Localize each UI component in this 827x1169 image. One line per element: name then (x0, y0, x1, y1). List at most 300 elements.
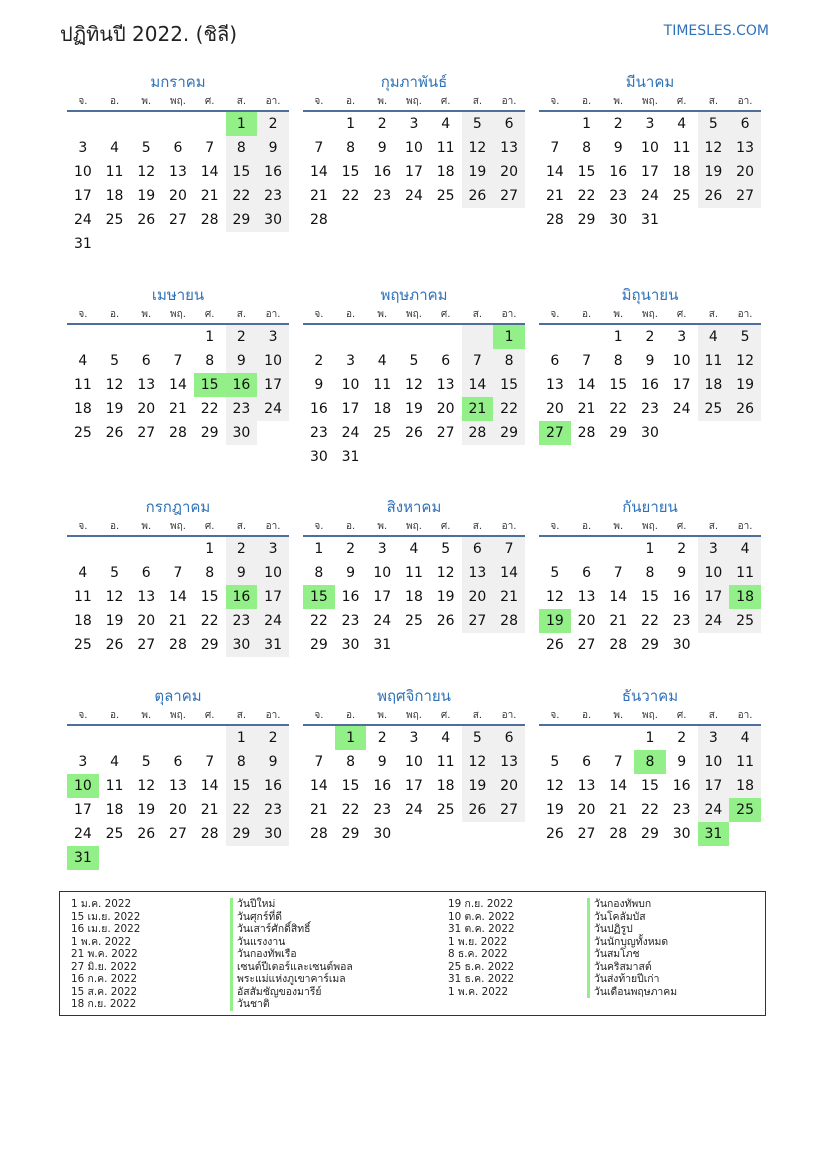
day-cell: 23 (226, 397, 258, 421)
day-cell: 8 (582, 140, 592, 156)
day-cell: 18 (729, 585, 761, 609)
day-cell: 9 (257, 750, 289, 774)
empty-cell (335, 208, 367, 232)
day-cell: 20 (493, 160, 525, 184)
day-cell: 25 (73, 637, 92, 653)
day-cell: 17 (373, 589, 392, 605)
day-cell: 24 (405, 188, 423, 204)
day-cell: 5 (141, 754, 151, 770)
weekday-label: ศ. (440, 309, 451, 320)
day-cell: 14 (200, 778, 219, 794)
day-cell: 5 (141, 140, 151, 156)
weekday-label: อ. (581, 710, 592, 721)
day-cell: 25 (698, 397, 730, 421)
day-cell: 4 (110, 754, 120, 770)
empty-cell (162, 726, 194, 750)
weekday-label: อ. (345, 309, 356, 320)
day-cell: 13 (137, 377, 156, 393)
weekday-label: จ. (78, 309, 88, 320)
day-cell: 6 (141, 353, 151, 369)
day-cell: 4 (677, 116, 687, 132)
day-cell: 22 (226, 798, 258, 822)
day-cell: 7 (550, 140, 560, 156)
day-cell: 5 (441, 541, 451, 557)
day-cell: 28 (309, 826, 328, 842)
empty-cell (462, 445, 494, 469)
day-cell: 28 (577, 425, 596, 441)
day-cell: 16 (309, 401, 328, 417)
day-cell: 9 (257, 136, 289, 160)
day-grid (67, 537, 289, 657)
day-cell: 16 (226, 585, 258, 609)
day-cell: 15 (200, 589, 219, 605)
weekday-label: อา. (265, 710, 281, 721)
day-cell: 20 (577, 802, 596, 818)
day-cell: 7 (173, 565, 183, 581)
day-cell: 19 (545, 802, 564, 818)
weekday-label: พฤ. (170, 96, 186, 107)
day-cell: 5 (409, 353, 419, 369)
weekday-label: จ. (550, 309, 560, 320)
empty-cell (303, 112, 335, 136)
day-cell: 1 (645, 730, 655, 746)
day-cell: 12 (105, 589, 124, 605)
holiday-date: 25 ธ.ค. 2022 (448, 960, 515, 973)
month-calendar (303, 685, 525, 846)
empty-cell (462, 633, 494, 657)
day-cell: 19 (462, 774, 494, 798)
day-cell: 28 (545, 212, 564, 228)
empty-cell (257, 846, 289, 870)
holiday-date: 16 เม.ย. 2022 (71, 923, 141, 935)
day-cell: 7 (613, 754, 623, 770)
month-calendar (539, 496, 761, 657)
day-cell: 17 (405, 778, 423, 794)
empty-cell (130, 112, 162, 136)
day-cell: 12 (545, 778, 564, 794)
day-cell: 3 (645, 116, 655, 132)
day-cell: 21 (609, 613, 628, 629)
day-cell: 4 (729, 726, 761, 750)
day-cell: 28 (462, 421, 494, 445)
day-cell: 19 (105, 613, 124, 629)
day-cell: 19 (436, 589, 455, 605)
day-cell: 3 (346, 353, 356, 369)
holiday-date: 18 ก.ย. 2022 (71, 998, 137, 1010)
day-cell: 28 (169, 425, 187, 441)
month-title: มกราคม (150, 73, 206, 91)
day-cell: 10 (257, 561, 289, 585)
day-cell: 14 (609, 778, 628, 794)
month-calendar (303, 496, 525, 657)
day-cell: 8 (226, 136, 258, 160)
day-cell: 28 (609, 826, 628, 842)
holiday-dates-right (448, 898, 515, 998)
day-cell: 2 (226, 325, 258, 349)
day-cell: 13 (545, 377, 564, 393)
day-cell: 25 (73, 425, 92, 441)
day-cell: 18 (729, 774, 761, 798)
day-cell: 21 (309, 802, 328, 818)
day-cell: 16 (641, 377, 659, 393)
day-cell: 3 (377, 541, 387, 557)
weekday-label: อ. (109, 309, 120, 320)
day-cell: 23 (641, 401, 659, 417)
day-cell: 30 (226, 421, 258, 445)
day-cell: 15 (641, 778, 659, 794)
day-cell: 17 (73, 802, 92, 818)
day-cell: 10 (257, 349, 289, 373)
day-cell: 27 (137, 637, 156, 653)
day-cell: 26 (436, 613, 455, 629)
day-cell: 20 (577, 613, 596, 629)
weekday-label: พ. (141, 309, 152, 320)
weekday-header (67, 93, 289, 112)
empty-cell (162, 325, 194, 349)
day-cell: 31 (73, 236, 92, 252)
empty-cell (698, 421, 730, 445)
page-title: ปฏิทินปี 2022. (ชิลี) (60, 22, 238, 46)
day-cell: 24 (698, 609, 730, 633)
empty-cell (130, 537, 162, 561)
weekday-label: ศ. (204, 309, 215, 320)
day-cell: 17 (698, 585, 730, 609)
weekday-label: ศ. (204, 521, 215, 532)
day-cell: 10 (73, 164, 92, 180)
month-calendar (539, 284, 761, 445)
day-cell: 11 (105, 778, 124, 794)
empty-cell (130, 726, 162, 750)
day-cell: 6 (441, 353, 451, 369)
day-cell: 3 (78, 754, 88, 770)
weekday-label: พ. (141, 521, 152, 532)
weekday-label: พ. (377, 96, 388, 107)
day-cell: 2 (645, 329, 655, 345)
day-cell: 18 (436, 778, 455, 794)
day-cell: 28 (609, 637, 628, 653)
day-cell: 4 (698, 325, 730, 349)
day-cell: 28 (200, 212, 219, 228)
day-cell: 16 (609, 164, 628, 180)
weekday-label: อา. (737, 710, 753, 721)
day-cell: 30 (672, 826, 691, 842)
weekday-label: จ. (550, 96, 560, 107)
day-cell: 18 (436, 164, 455, 180)
weekday-label: ส. (236, 96, 247, 107)
weekday-label: อา. (501, 710, 517, 721)
site-link[interactable]: TIMESLES.COM (663, 23, 769, 39)
day-cell: 5 (110, 565, 120, 581)
day-grid (539, 112, 761, 232)
weekday-label: ส. (472, 710, 483, 721)
day-cell: 8 (634, 750, 666, 774)
day-cell: 26 (105, 425, 124, 441)
day-cell: 14 (309, 778, 328, 794)
empty-cell (99, 112, 131, 136)
day-cell: 12 (545, 589, 564, 605)
day-cell: 8 (205, 565, 215, 581)
day-cell: 5 (550, 754, 560, 770)
weekday-label: พฤ. (170, 521, 186, 532)
empty-cell (430, 208, 462, 232)
day-cell: 24 (257, 397, 289, 421)
day-cell: 27 (137, 425, 156, 441)
weekday-label: จ. (550, 521, 560, 532)
day-cell: 16 (257, 774, 289, 798)
day-cell: 22 (200, 401, 219, 417)
empty-cell (539, 726, 571, 750)
day-cell: 27 (436, 425, 455, 441)
empty-cell (698, 208, 730, 232)
day-cell: 19 (698, 160, 730, 184)
empty-cell (698, 633, 730, 657)
day-cell: 11 (698, 349, 730, 373)
holiday-date: 19 ก.ย. 2022 (448, 898, 514, 910)
day-cell: 16 (341, 589, 360, 605)
day-cell: 8 (493, 349, 525, 373)
day-cell: 30 (257, 822, 289, 846)
day-cell: 19 (539, 609, 571, 633)
day-cell: 1 (205, 329, 215, 345)
day-cell: 24 (641, 188, 659, 204)
day-cell: 27 (169, 212, 187, 228)
day-cell: 12 (698, 136, 730, 160)
empty-cell (99, 537, 131, 561)
day-cell: 6 (173, 754, 183, 770)
weekday-header (539, 518, 761, 537)
holiday-name: วันชาติ (230, 998, 353, 1011)
day-cell: 4 (78, 353, 88, 369)
day-cell: 7 (582, 353, 592, 369)
weekday-header (67, 306, 289, 325)
day-cell: 22 (341, 802, 360, 818)
holiday-date: 15 เม.ย. 2022 (71, 910, 141, 923)
day-cell: 27 (539, 421, 571, 445)
day-cell: 6 (462, 537, 494, 561)
empty-cell (729, 208, 761, 232)
empty-cell (99, 232, 131, 256)
empty-cell (539, 537, 571, 561)
day-cell: 13 (462, 561, 494, 585)
day-cell: 28 (200, 826, 219, 842)
day-cell: 1 (314, 541, 324, 557)
day-cell: 23 (341, 613, 360, 629)
month-calendar (67, 496, 289, 657)
day-cell: 26 (462, 184, 494, 208)
weekday-label: ส. (236, 710, 247, 721)
empty-cell (303, 325, 335, 349)
day-grid (303, 325, 525, 469)
day-cell: 22 (341, 188, 360, 204)
day-grid (67, 112, 289, 256)
day-cell: 5 (462, 112, 494, 136)
day-cell: 5 (462, 726, 494, 750)
day-cell: 24 (73, 826, 92, 842)
day-cell: 2 (677, 730, 687, 746)
weekday-label: ศ. (676, 309, 687, 320)
day-cell: 18 (405, 589, 423, 605)
holiday-name: วันสมโภช (587, 948, 677, 961)
holiday-date: 1 พ.ย. 2022 (448, 935, 508, 948)
day-cell: 29 (226, 822, 258, 846)
day-cell: 9 (226, 561, 258, 585)
weekday-header (67, 518, 289, 537)
day-cell: 4 (110, 140, 120, 156)
day-cell: 9 (377, 140, 387, 156)
holiday-name: วันคริสมาสต์ (587, 961, 677, 974)
weekday-label: พ. (377, 309, 388, 320)
day-cell: 3 (698, 726, 730, 750)
empty-cell (366, 445, 398, 469)
day-grid (67, 726, 289, 870)
day-grid (303, 112, 525, 232)
weekday-label: อ. (581, 309, 592, 320)
day-cell: 20 (729, 160, 761, 184)
day-cell: 6 (141, 565, 151, 581)
empty-cell (257, 421, 289, 445)
day-cell: 24 (373, 613, 392, 629)
day-cell: 14 (493, 561, 525, 585)
day-cell: 29 (609, 425, 628, 441)
day-cell: 24 (73, 212, 92, 228)
day-cell: 14 (545, 164, 564, 180)
empty-cell (602, 537, 634, 561)
holiday-date: 16 ก.ค. 2022 (71, 973, 138, 985)
holiday-list (59, 891, 766, 1016)
day-cell: 23 (257, 184, 289, 208)
day-cell: 15 (194, 373, 226, 397)
weekday-label: พ. (613, 710, 624, 721)
day-cell: 3 (257, 537, 289, 561)
day-cell: 10 (698, 750, 730, 774)
holiday-date: 1 พ.ค. 2022 (448, 985, 509, 998)
day-cell: 11 (436, 140, 455, 156)
day-cell: 11 (672, 140, 691, 156)
weekday-header (303, 306, 525, 325)
day-cell: 22 (493, 397, 525, 421)
weekday-label: พ. (613, 309, 624, 320)
day-cell: 13 (729, 136, 761, 160)
day-cell: 15 (341, 164, 360, 180)
empty-cell (462, 822, 494, 846)
weekday-label: จ. (314, 710, 324, 721)
day-cell: 17 (672, 377, 691, 393)
day-cell: 1 (346, 116, 356, 132)
day-cell: 20 (137, 401, 156, 417)
day-cell: 25 (729, 609, 761, 633)
day-cell: 8 (226, 750, 258, 774)
day-cell: 3 (257, 325, 289, 349)
empty-cell (430, 822, 462, 846)
day-cell: 9 (677, 754, 687, 770)
day-cell: 25 (672, 188, 691, 204)
day-cell: 20 (462, 585, 494, 609)
holiday-names-right (587, 898, 677, 998)
day-cell: 23 (373, 188, 392, 204)
day-cell: 18 (373, 401, 392, 417)
empty-cell (257, 232, 289, 256)
empty-cell (130, 325, 162, 349)
weekday-label: อา. (737, 521, 753, 532)
day-cell: 21 (545, 188, 564, 204)
empty-cell (366, 208, 398, 232)
day-cell: 10 (67, 774, 99, 798)
empty-cell (226, 232, 258, 256)
holiday-dates-left (71, 898, 140, 1011)
month-calendar (67, 284, 289, 445)
day-cell: 23 (226, 609, 258, 633)
day-cell: 5 (550, 565, 560, 581)
day-cell: 15 (341, 778, 360, 794)
day-cell: 31 (257, 633, 289, 657)
day-cell: 25 (373, 425, 392, 441)
day-cell: 27 (577, 826, 596, 842)
day-cell: 8 (205, 353, 215, 369)
day-cell: 14 (609, 589, 628, 605)
weekday-label: จ. (314, 96, 324, 107)
day-cell: 8 (346, 140, 356, 156)
empty-cell (99, 726, 131, 750)
month-calendar (67, 685, 289, 870)
day-cell: 8 (314, 565, 324, 581)
day-cell: 6 (582, 565, 592, 581)
empty-cell (398, 325, 430, 349)
holiday-date: 1 พ.ค. 2022 (71, 935, 132, 948)
day-cell: 12 (462, 750, 494, 774)
day-cell: 29 (577, 212, 596, 228)
holiday-date: 27 มิ.ย. 2022 (71, 960, 137, 973)
weekday-label: อา. (501, 521, 517, 532)
weekday-label: อา. (265, 96, 281, 107)
empty-cell (430, 325, 462, 349)
weekday-label: ส. (708, 309, 719, 320)
day-cell: 9 (226, 349, 258, 373)
empty-cell (398, 208, 430, 232)
day-cell: 10 (641, 140, 659, 156)
holiday-date: 31 ต.ค. 2022 (448, 923, 515, 935)
day-cell: 6 (173, 140, 183, 156)
month-title: มีนาคม (625, 73, 675, 91)
holiday-date: 15 ส.ค. 2022 (71, 985, 138, 998)
day-cell: 13 (436, 377, 455, 393)
empty-cell (398, 445, 430, 469)
day-cell: 31 (373, 637, 392, 653)
day-cell: 9 (613, 140, 623, 156)
day-cell: 19 (105, 401, 124, 417)
holiday-name: วันปฏิรูป (587, 923, 677, 936)
day-cell: 11 (105, 164, 124, 180)
day-cell: 28 (309, 212, 328, 228)
day-cell: 8 (346, 754, 356, 770)
weekday-label: อา. (501, 309, 517, 320)
day-cell: 19 (137, 188, 156, 204)
empty-cell (398, 633, 430, 657)
weekday-label: ส. (236, 521, 247, 532)
weekday-label: จ. (78, 96, 88, 107)
month-title: กรกฎาคม (145, 498, 211, 516)
holiday-name: วันเสาร์ศักดิ์สิทธิ์ (230, 923, 353, 936)
day-cell: 6 (550, 353, 560, 369)
holiday-name: วันกองทัพบก (587, 898, 677, 911)
day-cell: 17 (641, 164, 659, 180)
day-cell: 15 (577, 164, 596, 180)
weekday-label: ส. (708, 521, 719, 532)
empty-cell (194, 112, 226, 136)
day-cell: 21 (200, 188, 219, 204)
empty-cell (493, 208, 525, 232)
day-cell: 28 (169, 637, 187, 653)
weekday-label: พฤ. (170, 710, 186, 721)
